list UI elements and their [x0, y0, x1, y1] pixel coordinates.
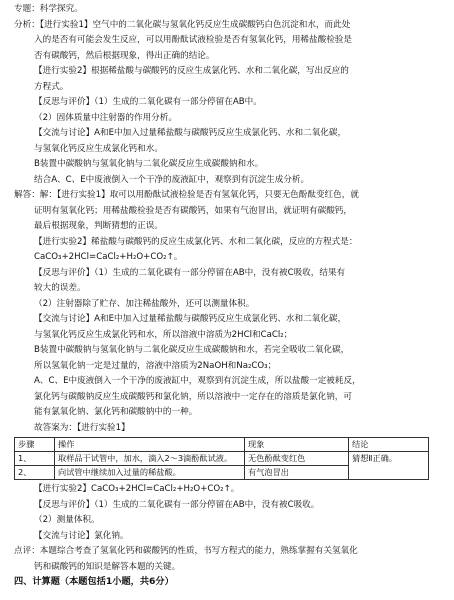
text-line: （2）注射器除了贮存、加注稀盐酸外，还可以测量体积。 [34, 298, 255, 309]
table-header-row [15, 438, 429, 452]
text-line: 氯化钙与碳酸钠反应生成碳酸钙和氯化钠，所以溶液中一定存在的溶质是氯化钠，可 [34, 391, 352, 402]
section-heading: 四、计算题（本题包括1小题，共6分） [14, 576, 174, 587]
table-cell: 1、 [15, 452, 55, 466]
text-line: 与氢氧化钙反应生成氯化钙和水。 [34, 143, 163, 154]
table-cell: 猜想Ⅱ正确。 [349, 452, 429, 480]
text-line: 较大的误差。 [34, 283, 86, 293]
text-line: A、C、E中废液倒入一个干净的废液缸中，观察到有沉淀生成，所以盐酸一定被耗反， [34, 376, 361, 386]
text-line: 【反思与评价】（1）生成的二氧化碳有一部分停留在AB中，没有被C吸收，结果有 [34, 267, 346, 278]
text-line: 解答：解：【进行实验1】取可以用酚酞试液检验是否有氢氧化钙，只要无色酚酞变红色，就 [14, 190, 359, 200]
table-header-cell: 结论 [349, 438, 429, 452]
text-line: 入的是否有可能会发生反应，可以用酚酞试液检验是否有氢氧化钙，用稀盐酸检验是 [34, 35, 352, 45]
text-line: 分析：【进行实验1】空气中的二氧化碳与氢氧化钙反应生成碳酸钙白色沉淀和水，而此处 [14, 19, 351, 30]
text-line: 【交流与讨论】A和E中加入过量稀盐酸与碳酸钙反应生成氯化钙、水和二氧化碳， [34, 128, 347, 138]
text-line: 最后根据现象，判断猜想的正误。 [34, 221, 163, 231]
text-line: 与氢氧化钙反应生成氯化钙和水，所以溶液中溶质为2HCl和CaCl₂； [34, 329, 293, 340]
text-line: 【反思与评价】（1）生成的二氧化碳有一部分停留在AB中，没有被C吸收。 [34, 499, 320, 510]
text-line: （2）测量体积。 [34, 515, 100, 525]
text-line: （2）固体质量中注射器的作用分析。 [34, 112, 177, 123]
table-row [15, 452, 429, 466]
answer-text-block [14, 482, 440, 575]
text-line: 证明有氢氧化钙；用稀盐酸检验是否有碳酸钙，如果有气泡冒出，就证明有碳酸钙， [34, 205, 352, 216]
table-cell: 向试管中继续加入过量的稀盐酸。 [55, 466, 245, 480]
text-line: B装置中碳酸钠与氢氧化钠与二氧化碳反应生成碳酸钠和水。 [34, 159, 264, 169]
text-line: 【进行实验2】CaCO₃+2HCl=CaCl₂+H₂O+CO₂↑。 [34, 484, 240, 494]
text-line: 方程式。 [34, 81, 69, 92]
table-header-cell: 操作 [55, 438, 245, 452]
text-line: 所以氢氧化钠一定是过量的，溶液中溶质为2NaOH和Na₂CO₃； [34, 360, 277, 371]
text-line: 点评：本题综合考查了氢氧化钙和碳酸钙的性质，书写方程式的能力，熟练掌握有关氢氧化 [14, 546, 358, 556]
text-line: 否有碳酸钙，然后根据现象，得出正确的结论。 [34, 50, 215, 61]
text-line: CaCO₃+2HCl=CaCl₂+H₂O+CO₂↑。 [34, 252, 183, 262]
text-line: 专题：科学探究。 [14, 4, 83, 14]
solution-text-block [14, 2, 440, 436]
text-line: 故答案为：【进行实验1】 [34, 422, 130, 433]
table-cell: 无色酚酞变红色 [245, 452, 349, 466]
text-line: 钙和碳酸钙的知识是解答本题的关键。 [34, 561, 181, 572]
text-line: 【交流与讨论】A和E中加入过量稀盐酸与碳酸钙反应生成氯化钙、水和二氧化碳， [34, 314, 347, 324]
text-line: 【反思与评价】（1）生成的二氧化碳有一部分停留在AB中。 [34, 97, 262, 107]
text-line: 【进行实验2】稀盐酸与碳酸钙的反应生成氯化钙、水和二氧化碳，反应的方程式是： [34, 236, 358, 247]
table-header-cell: 步骤 [15, 438, 55, 452]
table-cell: 取样品于试管中，加水，滴入2～3滴酚酞试液。 [55, 452, 245, 466]
experiment-table [14, 437, 429, 480]
text-line: 能有氯氧化钠、氯化钙和碳酸钠中的一种。 [34, 407, 198, 417]
text-line: B装置中碳酸钠与氢氧化钠与二氧化碳反应生成碳酸钠和水，若完全吸收二氧化碳， [34, 345, 350, 355]
text-line: 【进行实验2】根据稀盐酸与碳酸钙的反应生成氯化钙、水和二氧化碳，写出反应的 [34, 66, 349, 76]
table-cell: 有气泡冒出 [245, 466, 349, 480]
table-header-cell: 现象 [245, 438, 349, 452]
table-cell: 2、 [15, 466, 55, 480]
text-line: 【交流与讨论】氯化钠。 [34, 530, 129, 541]
text-line: 结合A、C、E中废液倒入一个干净的废液缸中，观察到有沉淀生成分析。 [34, 174, 310, 185]
